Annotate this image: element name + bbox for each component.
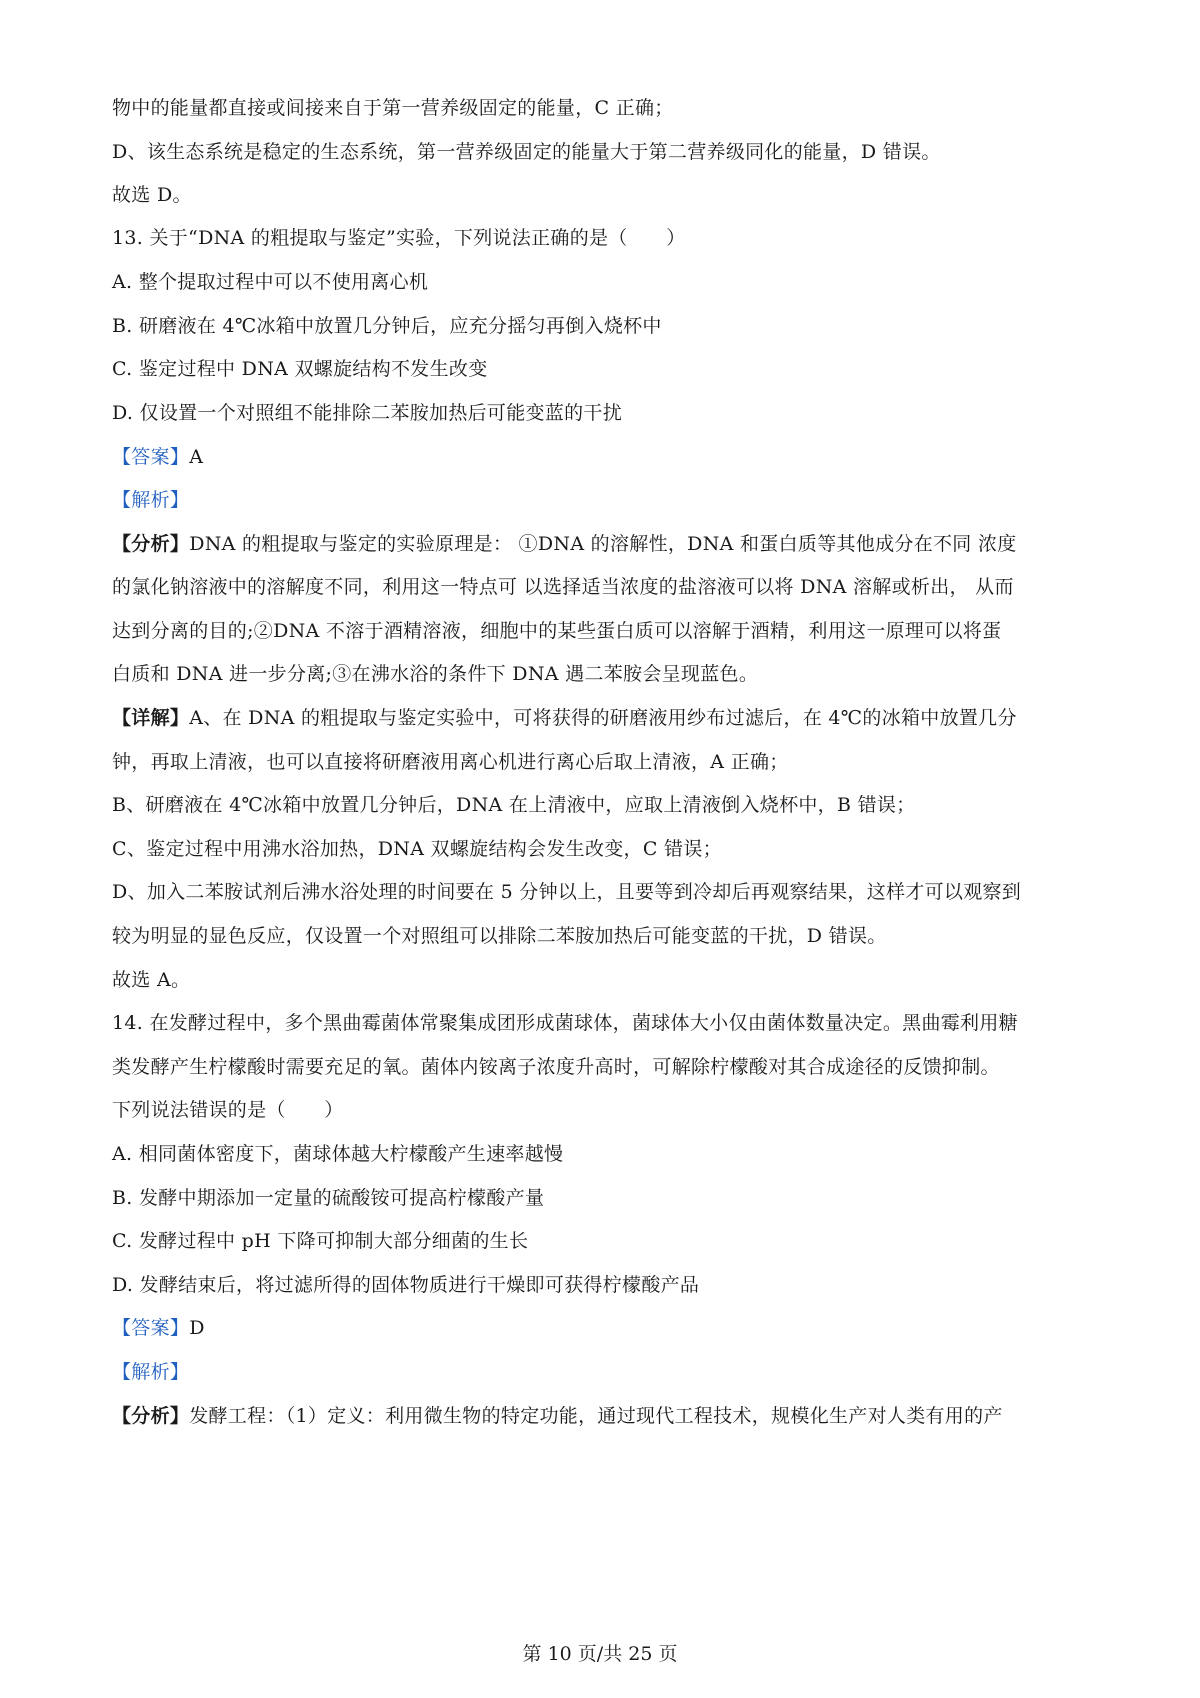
analysis-text: 的氯化钠溶液中的溶解度不同，利用这一特点可 以选择适当浓度的盐溶液可以将 DNA 溶解或析出， 从而	[112, 576, 1014, 598]
detail-text: 较为明显的显色反应，仅设置一个对照组可以排除二苯胺加热后可能变蓝的干扰，D 错误。	[112, 925, 887, 947]
answer-label	[112, 445, 203, 469]
text-line: 物中的能量都直接或间接来自于第一营养级固定的能量，C 正确；	[112, 97, 674, 119]
section-body: DNA 的粗提取与鉴定的实验原理是： ①DNA 的溶解性，DNA 和蛋白质等其他成分在不同 浓度	[189, 533, 1017, 555]
option-c: C. 鉴定过程中 DNA 双螺旋结构不发生改变	[112, 358, 488, 380]
detail-text: D、加入二苯胺试剂后沸水浴处理的时间要在 5 分钟以上，且要等到冷却后再观察结果，这样才可以观察到	[112, 881, 1022, 903]
detail-text	[112, 706, 1017, 730]
detail-text: B、研磨液在 4℃冰箱中放置几分钟后，DNA 在上清液中，应取上清液倒入烧杯中，B 错误；	[112, 794, 916, 816]
conclusion-text: 故选 A。	[112, 969, 191, 991]
option-d: D. 仅设置一个对照组不能排除二苯胺加热后可能变蓝的干扰	[112, 402, 623, 424]
section-label: 【解析】	[112, 489, 190, 511]
analysis-text: 白质和 DNA 进一步分离;③在沸水浴的条件下 DNA 遇二苯胺会呈现蓝色。	[112, 663, 759, 685]
option-b: B. 发酵中期添加一定量的硫酸铵可提高柠檬酸产量	[112, 1187, 545, 1209]
option-a: A. 相同菌体密度下，菌球体越大柠檬酸产生速率越慢	[112, 1143, 564, 1165]
section-label: 【答案】	[112, 1317, 190, 1339]
section-body: D	[189, 1317, 205, 1339]
analysis-text: 达到分离的目的;②DNA 不溶于酒精溶液，细胞中的某些蛋白质可以溶解于酒精，利用这一原理可以将蛋	[112, 620, 1002, 642]
question-13-stem: 13. 关于“DNA 的粗提取与鉴定”实验，下列说法正确的是（ ）	[112, 227, 686, 249]
analysis-heading	[112, 488, 189, 512]
option-d: D. 发酵结束后，将过滤所得的固体物质进行干燥即可获得柠檬酸产品	[112, 1274, 700, 1296]
detail-text: 钟，再取上清液，也可以直接将研磨液用离心机进行离心后取上清液，A 正确；	[112, 751, 789, 773]
option-a: A. 整个提取过程中可以不使用离心机	[112, 271, 429, 293]
section-label: 【答案】	[112, 446, 190, 468]
text-line: D、该生态系统是稳定的生态系统，第一营养级固定的能量大于第二营养级同化的能量，D 错误。	[112, 141, 941, 163]
question-14-stem: 类发酵产生柠檬酸时需要充足的氧。菌体内铵离子浓度升高时，可解除柠檬酸对其合成途径的反馈抑制。	[112, 1056, 1000, 1078]
page-footer: 第 10 页/共 25 页	[522, 1643, 678, 1665]
text-line: 故选 D。	[112, 184, 192, 206]
section-body: A	[189, 446, 204, 468]
section-label: 【分析】	[112, 533, 190, 555]
analysis-text	[112, 1404, 1003, 1428]
analysis-heading	[112, 1360, 189, 1384]
option-b: B. 研磨液在 4℃冰箱中放置几分钟后，应充分摇匀再倒入烧杯中	[112, 315, 662, 337]
analysis-text	[112, 532, 1017, 556]
section-label: 【详解】	[112, 707, 190, 729]
section-label: 【分析】	[112, 1405, 190, 1427]
question-14-stem: 下列说法错误的是（ ）	[112, 1099, 344, 1121]
section-body: A、在 DNA 的粗提取与鉴定实验中，可将获得的研磨液用纱布过滤后，在 4℃的冰箱中放置几分	[189, 707, 1017, 729]
section-body: 发酵工程：（1）定义：利用微生物的特定功能，通过现代工程技术，规模化生产对人类有用的产	[189, 1405, 1003, 1427]
answer-label	[112, 1316, 205, 1340]
option-c: C. 发酵过程中 pH 下降可抑制大部分细菌的生长	[112, 1230, 529, 1252]
question-14-stem: 14. 在发酵过程中，多个黑曲霉菌体常聚集成团形成菌球体，菌球体大小仅由菌体数量决定。黑曲霉利用糖	[112, 1012, 1018, 1034]
section-label: 【解析】	[112, 1361, 190, 1383]
detail-text: C、鉴定过程中用沸水浴加热，DNA 双螺旋结构会发生改变，C 错误；	[112, 838, 722, 860]
